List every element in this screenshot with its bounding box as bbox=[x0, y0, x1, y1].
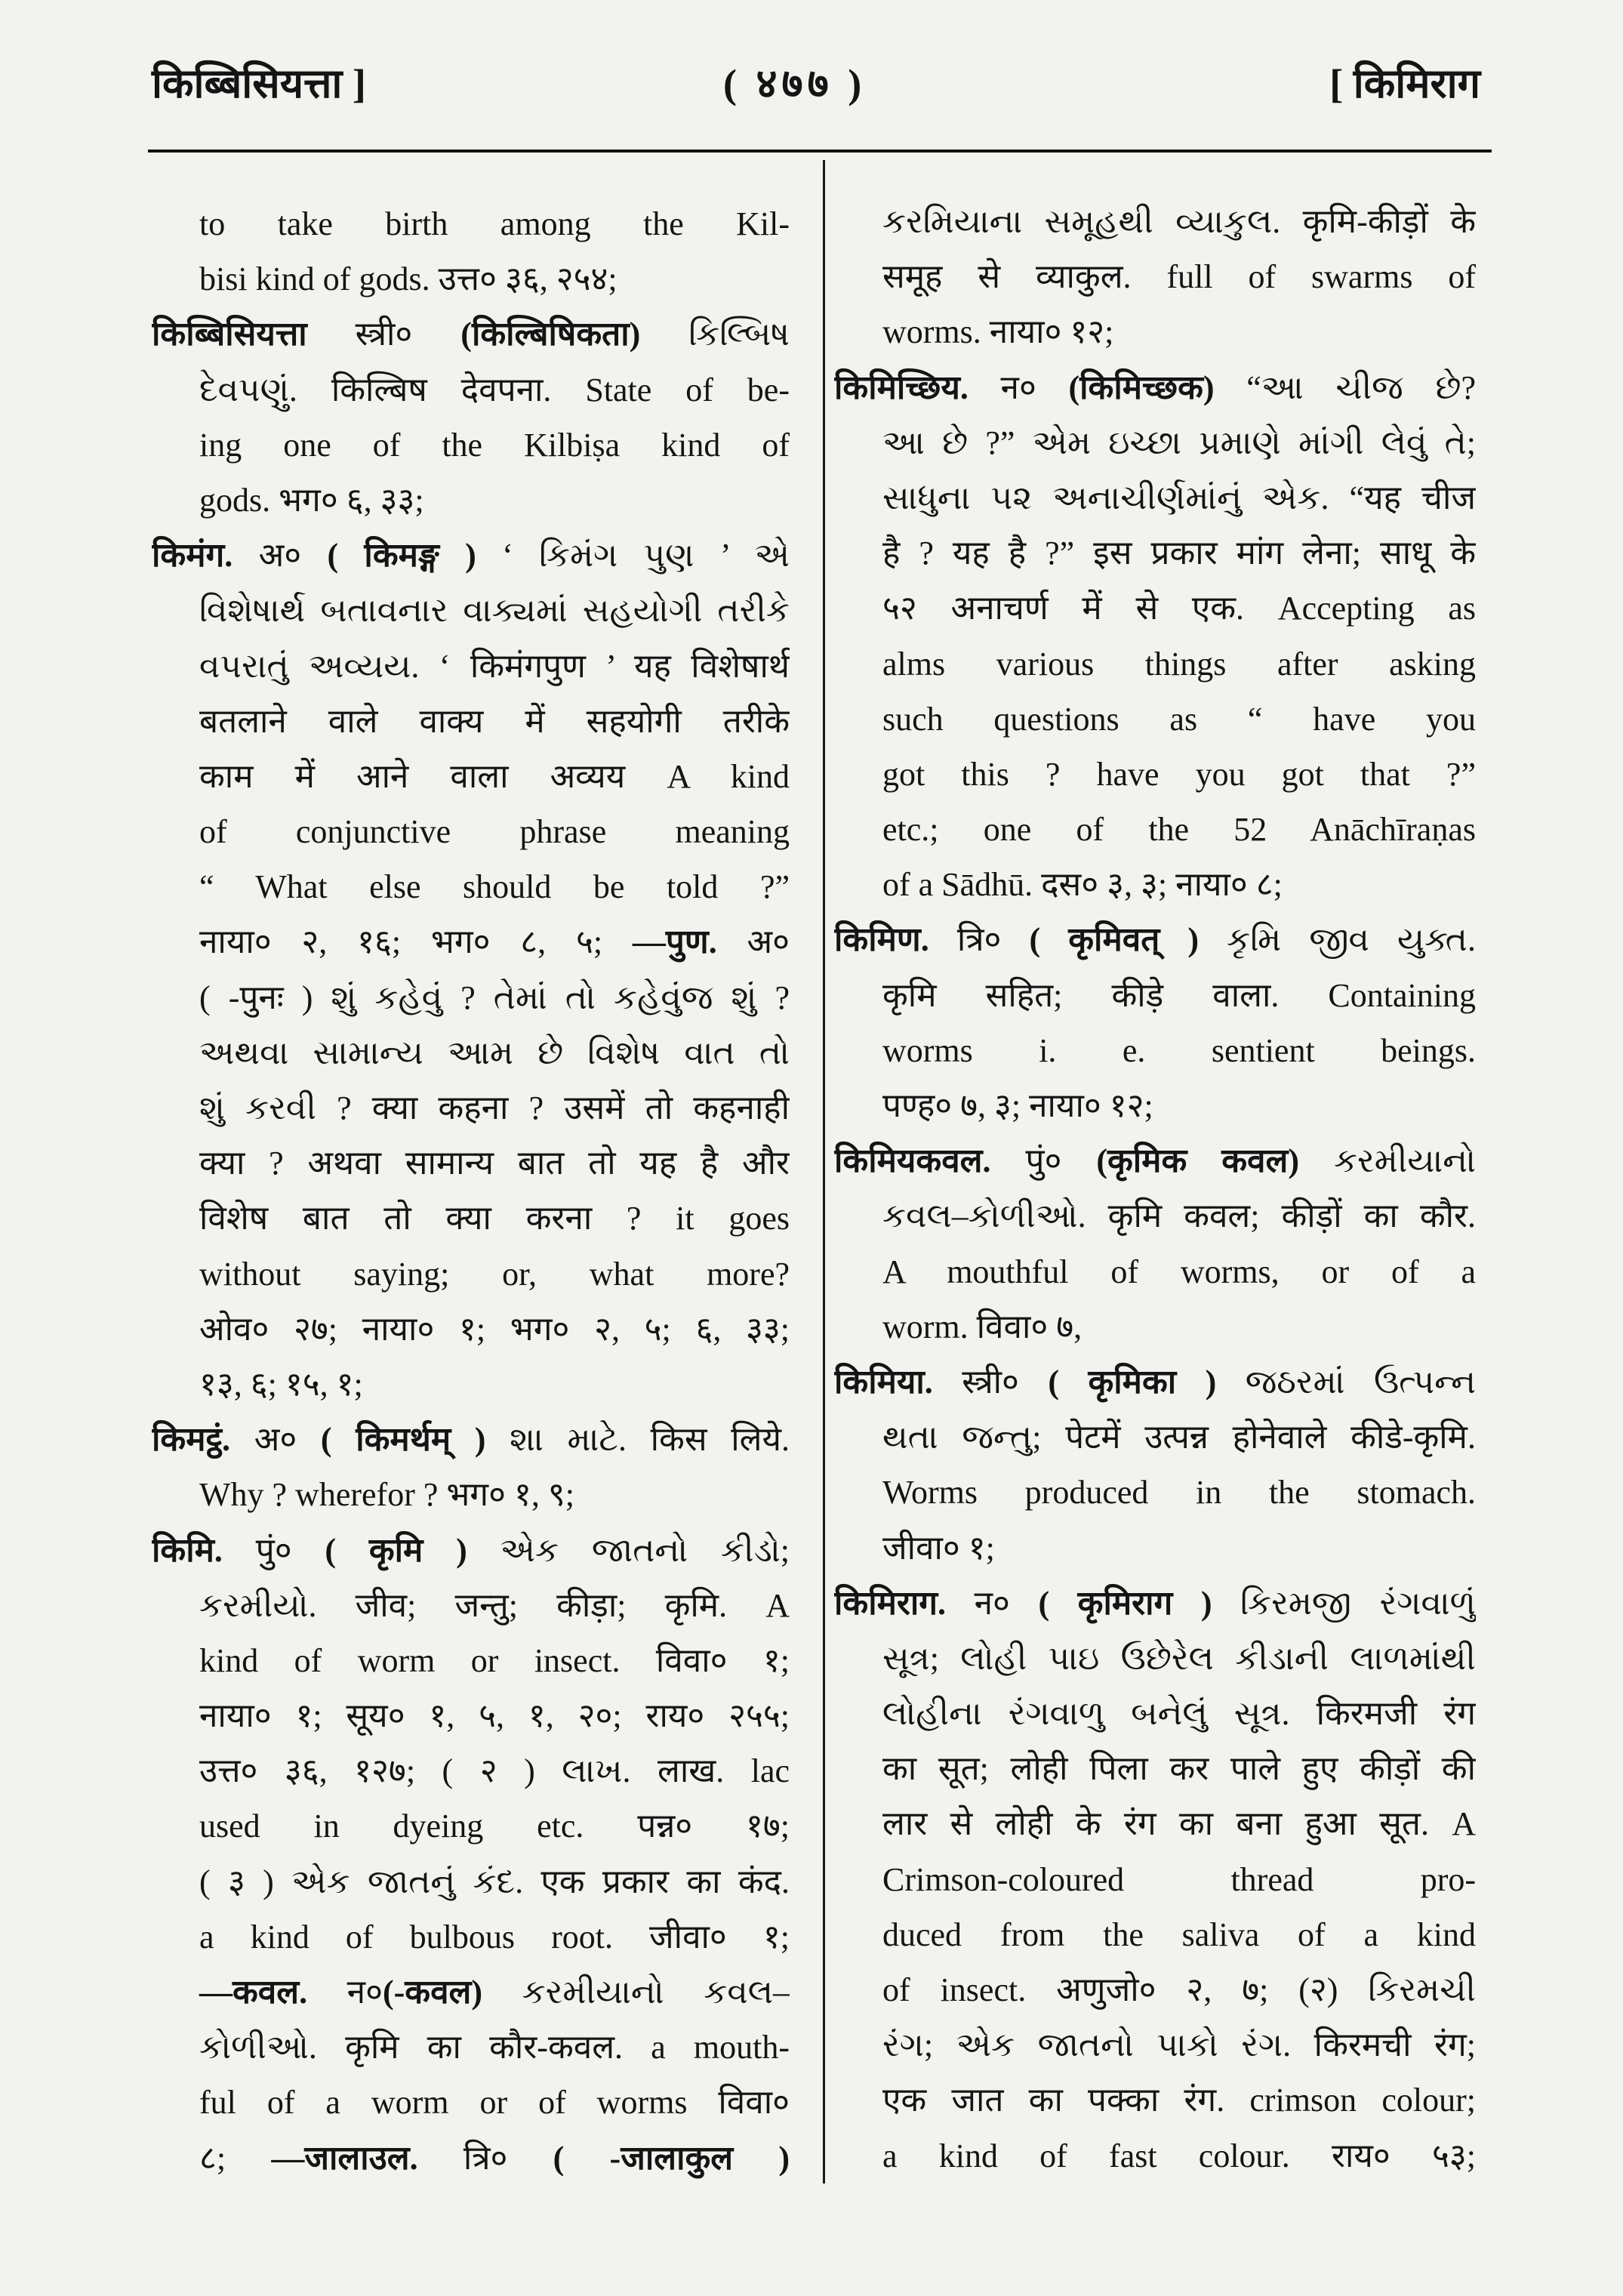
entry-text: દેવપણું. किल्बिष देवपना. State of be- bbox=[199, 371, 790, 408]
entry-text: ओव० २७; नाया० १; भग० २, ५; ६, ३३; bbox=[199, 1310, 790, 1348]
entry-line bbox=[152, 914, 790, 969]
entry-line bbox=[152, 528, 790, 583]
entry-line bbox=[152, 804, 790, 859]
entry-text: १३, ६; १५, १; bbox=[199, 1365, 363, 1403]
entry-line bbox=[834, 415, 1476, 470]
entry-text: a kind of bulbous root. जीवा० १; bbox=[199, 1918, 790, 1955]
entry-line bbox=[834, 692, 1476, 747]
entry-text: etc.; one of the 52 Anāchīraṇas bbox=[882, 811, 1476, 849]
sanskrit-equivalent: ( कृमिका ) bbox=[1048, 1363, 1217, 1401]
sanskrit-equivalent: ( कृमिवत् ) bbox=[1029, 921, 1200, 959]
headword: किमंग. bbox=[152, 537, 233, 575]
entry-text: કિરમજી રંગવાળું bbox=[1212, 1584, 1476, 1622]
entry-text: पुं० bbox=[222, 1531, 325, 1569]
entry-line bbox=[834, 581, 1476, 636]
entry-text: विशेष बात तो क्या करना ? it goes bbox=[199, 1200, 790, 1237]
entry-text: got this ? have you got that ?” bbox=[882, 755, 1476, 793]
entry-text: શું કરવી ? क्या कहना ? उसमें तो कहनाही bbox=[199, 1089, 790, 1126]
entry-line bbox=[152, 1025, 790, 1080]
sanskrit-equivalent: ( किमर्थम् ) bbox=[320, 1421, 486, 1459]
entry-text: एक जात का पक्का रंग. crimson colour; bbox=[882, 2082, 1476, 2119]
entry-line bbox=[152, 1909, 790, 1965]
entry-text: Crimson-coloured thread pro- bbox=[882, 1860, 1476, 1898]
entry-line bbox=[152, 1302, 790, 1357]
entry-line bbox=[834, 1962, 1476, 2017]
entry-line bbox=[152, 1080, 790, 1136]
entry-line bbox=[152, 639, 790, 694]
entry-text: લોહીના રંગવાળુ બનેલું સૂત્ર. किरमजी रंग bbox=[882, 1695, 1476, 1733]
entry-text: કરમીયાનો કવલ– bbox=[482, 1974, 790, 2011]
entry-line bbox=[152, 473, 790, 528]
entry-text: ‘ કિમંગ પુણ ’ એ bbox=[476, 537, 790, 575]
sanskrit-equivalent: (-कवल) bbox=[382, 1974, 483, 2011]
entry-line bbox=[834, 1188, 1476, 1244]
entry-line bbox=[834, 747, 1476, 802]
sub-headword: —पुण. bbox=[632, 923, 717, 961]
entry-text: without saying; or, what more? bbox=[199, 1255, 790, 1293]
entry-text: पण्ह० ७, ३; नाया० १२; bbox=[882, 1087, 1153, 1124]
entry-text: अ० bbox=[233, 537, 328, 575]
headword: किब्बिसियत्ता bbox=[152, 316, 307, 353]
entry-line bbox=[834, 1631, 1476, 1686]
entry-text: ( ३ ) એક જાતનું કંદ. एक प्रकार का कंद. bbox=[199, 1863, 790, 1900]
entry-text: है ? यह है ?” इस प्रकार मांग लेना; साधू के bbox=[882, 535, 1476, 572]
entry-text: worms i. e. sentient beings. bbox=[882, 1031, 1476, 1069]
entry-text: न० bbox=[307, 1974, 383, 2011]
entry-text: जीवा० १; bbox=[882, 1529, 995, 1567]
entry-text: વિશેષાર્થ બતાવનાર વાક્યમાં સહયોગી તરીકે bbox=[199, 592, 790, 630]
sanskrit-equivalent: ( कृमिराग ) bbox=[1038, 1584, 1212, 1622]
entry-line bbox=[834, 1410, 1476, 1465]
entry-text: alms various things after asking bbox=[882, 645, 1476, 683]
entry-line bbox=[834, 968, 1476, 1023]
headword: किमिराग. bbox=[834, 1584, 947, 1622]
entry-text: Worms produced in the stomach. bbox=[882, 1474, 1476, 1512]
entry-line bbox=[834, 360, 1476, 415]
entry-text: नाया० २, १६; भग० ८, ५; bbox=[199, 923, 633, 961]
entry-line bbox=[152, 1743, 790, 1798]
entry-text: કિલ્બિષ bbox=[640, 316, 790, 353]
entry-text: कृमि सहित; कीड़े वाला. Containing bbox=[882, 976, 1476, 1014]
entry-text: अ० bbox=[716, 923, 790, 961]
headword: किमिया. bbox=[834, 1363, 933, 1401]
entry-text: क्या ? अथवा सामान्य बात तो यह है और bbox=[199, 1145, 790, 1182]
entry-line bbox=[152, 1357, 790, 1412]
entry-text: “ What else should be told ?” bbox=[199, 868, 790, 906]
entry-text: થતા જન્તુ; पेटमें उत्पन्न होनेवाले कीडे-कृमि. bbox=[882, 1419, 1476, 1456]
entry-text: કરમિયાના સમૂહથી વ્યાકુલ. कृमि-कीड़ों के bbox=[882, 203, 1476, 240]
entry-text: સૂત્ર; લોહી પાઇ ઉછેરેલ કીડાની લાળમાંથી bbox=[882, 1639, 1476, 1677]
entry-line bbox=[834, 525, 1476, 581]
entry-line bbox=[834, 1741, 1476, 1796]
entry-line bbox=[834, 1796, 1476, 1851]
entry-text: Why ? wherefor ? भग० १, ९; bbox=[199, 1476, 574, 1514]
entry-text: વપરાતું અવ્યય. ‘ किमंगपुण ’ यह विशेषार्थ bbox=[199, 647, 790, 685]
entry-text: ८; bbox=[199, 2139, 272, 2177]
sanskrit-equivalent: ( -जालाकुल ) bbox=[553, 2139, 790, 2177]
headword: किमि. bbox=[152, 1531, 223, 1569]
entry-line bbox=[152, 1798, 790, 1854]
entry-text: नाया० १; सूय० १, ५, १, २०; राय० २५५; bbox=[199, 1697, 790, 1735]
sanskrit-equivalent: (किमिच्छक) bbox=[1068, 368, 1215, 406]
entry-text: त्रि० bbox=[417, 2139, 553, 2177]
entry-text: કરમીયાનો bbox=[1298, 1142, 1476, 1180]
entry-line bbox=[152, 1523, 790, 1578]
entry-text: કરમીયો. जीव; जन्तु; कीड़ा; कृमि. A bbox=[199, 1586, 790, 1624]
entry-line bbox=[834, 249, 1476, 304]
entry-line bbox=[834, 1852, 1476, 1907]
sanskrit-equivalent: ( किमङ्ग ) bbox=[327, 537, 476, 575]
entry-line bbox=[834, 1521, 1476, 1576]
entry-line bbox=[152, 1965, 790, 2020]
entry-text: કવલ–કોળીઓ. कृमि कवल; कीड़ों का कौर. bbox=[882, 1197, 1476, 1235]
entry-line bbox=[834, 2128, 1476, 2184]
entry-text: bisi kind of gods. उत्त० ३६, २५४; bbox=[199, 260, 617, 298]
entry-text: लार से लोही के रंग का बना हुआ सूत. A bbox=[882, 1805, 1476, 1843]
sanskrit-equivalent: ( कृमि ) bbox=[325, 1531, 467, 1569]
entry-text: of conjunctive phrase meaning bbox=[199, 813, 790, 851]
right-column bbox=[834, 194, 1476, 2187]
entry-text: ful of a worm or of worms विवा० bbox=[199, 2084, 790, 2122]
entry-line bbox=[152, 2075, 790, 2130]
entry-text: अ० bbox=[230, 1421, 321, 1459]
headword: किमिच्छिय. bbox=[834, 368, 969, 406]
entry-text: used in dyeing etc. पन्न० १७; bbox=[199, 1808, 790, 1845]
entry-text: kind of worm or insect. विवा० १; bbox=[199, 1641, 790, 1679]
entry-line bbox=[834, 1686, 1476, 1741]
entry-text: આ છે ?” એમ ઇચ્છા પ્રમાણે માંગી લેવું તે; bbox=[882, 424, 1476, 461]
entry-line bbox=[152, 1854, 790, 1909]
entry-line bbox=[152, 1467, 790, 1522]
headword: किमिण. bbox=[834, 921, 929, 959]
guide-word-right: [ किमिराग bbox=[1329, 61, 1480, 106]
entry-text: पुं० bbox=[990, 1142, 1097, 1180]
entry-text: उत्त० ३६, १२७; ( २ ) લાખ. लाख. lac bbox=[199, 1752, 790, 1790]
entry-line bbox=[152, 2131, 790, 2186]
entry-text: કોળીઓ. कृमि का कौर-कवल. a mouth- bbox=[199, 2029, 790, 2066]
entry-text: न० bbox=[946, 1584, 1039, 1622]
entry-line bbox=[152, 583, 790, 638]
entry-text: त्रि० bbox=[929, 921, 1030, 959]
sub-headword: —कवल. bbox=[199, 1974, 308, 2011]
sanskrit-equivalent: (कृमिक कवल) bbox=[1096, 1142, 1299, 1180]
entry-line bbox=[152, 1191, 790, 1246]
entry-line bbox=[834, 1576, 1476, 1631]
entry-line bbox=[834, 912, 1476, 967]
entry-line bbox=[152, 859, 790, 914]
entry-text: such questions as “ have you bbox=[882, 700, 1476, 738]
entry-line bbox=[152, 970, 790, 1025]
entry-text: न० bbox=[968, 368, 1069, 406]
entry-text: समूह से व्याकुल. full of swarms of bbox=[882, 258, 1476, 296]
entry-text: “આ ચીજ છે? bbox=[1214, 368, 1476, 406]
entry-text: काम में आने वाला अव्यय A kind bbox=[199, 757, 790, 795]
entry-line bbox=[152, 2020, 790, 2075]
entry-line bbox=[834, 1465, 1476, 1520]
entry-line bbox=[834, 1244, 1476, 1299]
entry-line bbox=[152, 418, 790, 473]
entry-line bbox=[834, 1354, 1476, 1410]
entry-text: રંગ; એક જાતનો પાકો રંગ. किरमची रंग; bbox=[882, 2026, 1476, 2064]
entry-text: worm. विवा० ७, bbox=[882, 1308, 1083, 1345]
entry-text: એક જાતનો કીડો; bbox=[467, 1531, 790, 1569]
left-column bbox=[152, 196, 790, 2190]
column-divider bbox=[823, 160, 825, 2184]
entry-line bbox=[152, 1578, 790, 1633]
guide-word-left: किब्बिसियत्ता ] bbox=[152, 61, 366, 106]
entry-line bbox=[834, 802, 1476, 857]
entry-line bbox=[834, 1133, 1476, 1188]
entry-line bbox=[834, 1023, 1476, 1078]
entry-text: worms. नाया० १२; bbox=[882, 313, 1114, 351]
entry-text: કૃમિ જીવ યુક્ત. bbox=[1199, 921, 1476, 959]
headword: किमट्ठं. bbox=[152, 1421, 231, 1459]
entry-line bbox=[152, 251, 790, 307]
entry-line bbox=[152, 1688, 790, 1743]
entry-text: a kind of fast colour. राय० ५३; bbox=[882, 2137, 1476, 2174]
entry-line bbox=[834, 1907, 1476, 1962]
entry-text: ing one of the Kilbiṣa kind of bbox=[199, 426, 790, 464]
entry-text: of a Sādhū. दस० ३, ३; नाया० ८; bbox=[882, 866, 1283, 904]
entry-text: જઠરમાં ઉત્પન્ન bbox=[1216, 1363, 1476, 1401]
entry-text: સાધુના ૫૨ અનાચીર્ણમાંનું એક. “यह चीज bbox=[882, 479, 1476, 516]
entry-line bbox=[152, 362, 790, 418]
entry-text: ( -पुनः ) શું કહેવું ? તેમાં તો કહેવુંજ શું ? bbox=[199, 978, 790, 1016]
entry-line bbox=[152, 749, 790, 804]
entry-text: स्त्री० bbox=[306, 316, 461, 353]
entry-line bbox=[152, 1633, 790, 1688]
entry-text: बतलाने वाले वाक्य में सहयोगी तरीके bbox=[199, 702, 790, 740]
entry-line bbox=[834, 194, 1476, 249]
page-number: ( ४७७ ) bbox=[723, 61, 867, 106]
entry-text: ५२ अनाचर्ण में से एक. Accepting as bbox=[882, 590, 1476, 627]
entry-line bbox=[834, 470, 1476, 525]
entry-line bbox=[834, 304, 1476, 359]
sanskrit-equivalent: (किल्बिषिकता) bbox=[460, 316, 641, 353]
entry-line bbox=[152, 1412, 790, 1467]
entry-line bbox=[152, 1136, 790, 1191]
entry-text: અથવા સામાન્ય આમ છે વિશેષ વાત તો bbox=[199, 1034, 790, 1071]
entry-line bbox=[152, 694, 790, 749]
entry-text: duced from the saliva of a kind bbox=[882, 1915, 1476, 1953]
entry-line bbox=[834, 2017, 1476, 2073]
entry-text: A mouthful of worms, or of a bbox=[882, 1253, 1476, 1290]
entry-text: of insect. अणुजो० २, ७; (२) કિરમચી bbox=[882, 1971, 1476, 2008]
entry-line bbox=[834, 636, 1476, 692]
sub-headword: —जालाउल. bbox=[271, 2139, 418, 2177]
header-rule bbox=[148, 149, 1492, 153]
entry-text: gods. भग० ६, ३३; bbox=[199, 481, 424, 519]
entry-line bbox=[152, 196, 790, 251]
entry-line bbox=[834, 857, 1476, 912]
entry-line bbox=[834, 2073, 1476, 2128]
entry-line bbox=[834, 1299, 1476, 1354]
entry-text: to take birth among the Kil- bbox=[199, 205, 790, 242]
entry-text: का सूत; लोही पिला कर पाले हुए कीड़ों की bbox=[882, 1750, 1476, 1788]
entry-line bbox=[152, 1247, 790, 1302]
entry-text: શા માટે. किस लिये. bbox=[485, 1421, 790, 1459]
entry-line bbox=[152, 307, 790, 362]
entry-line bbox=[834, 1078, 1476, 1133]
entry-text: स्त्री० bbox=[932, 1363, 1049, 1401]
headword: किमियकवल. bbox=[834, 1142, 991, 1180]
